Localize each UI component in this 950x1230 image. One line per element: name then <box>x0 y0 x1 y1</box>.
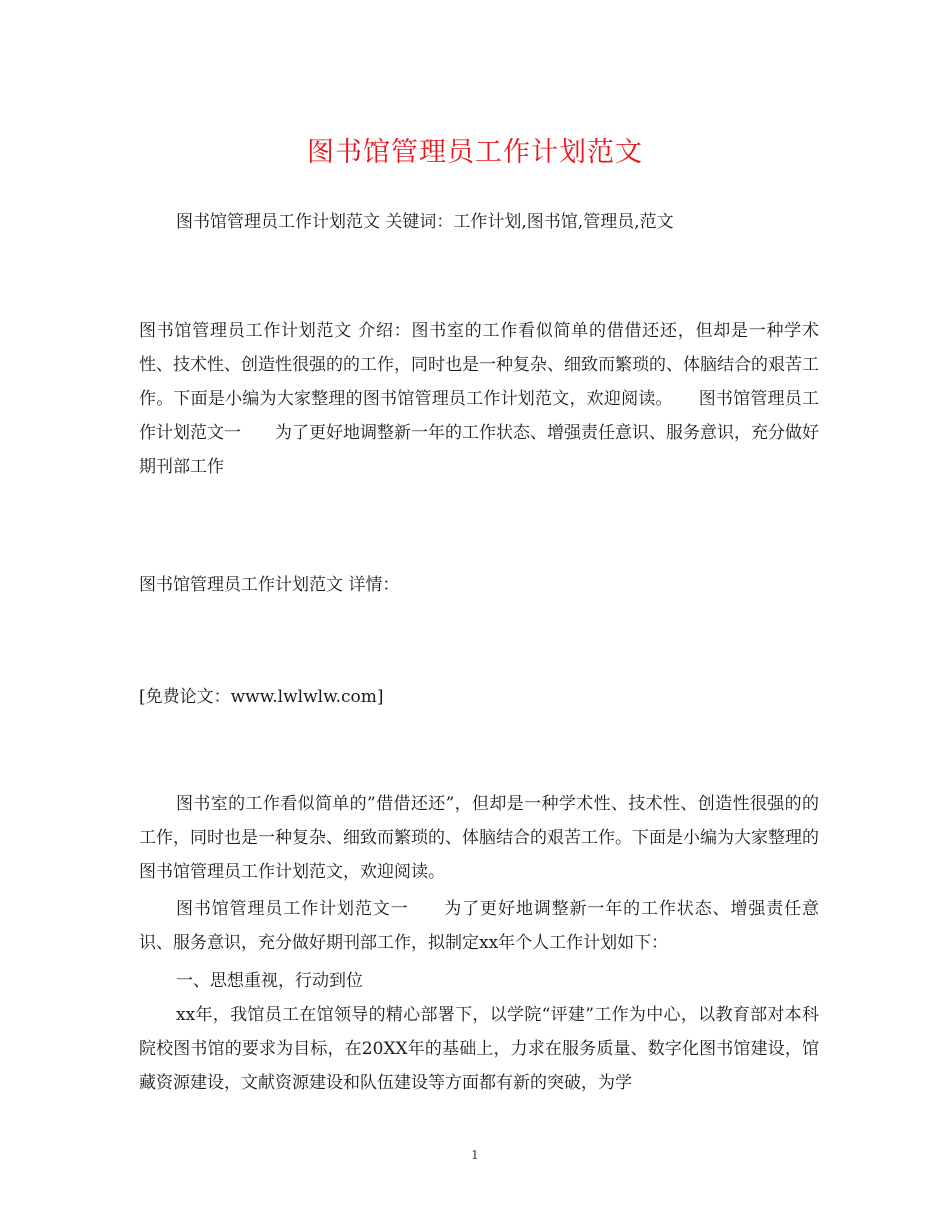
page-number: 1 <box>471 1148 479 1162</box>
body-paragraph: 图书馆管理员工作计划范文一 为了更好地调整新一年的工作状态、增强责任意识、服务意识，充分做好期刊部工作，拟制定xx年个人工作计划如下： <box>139 899 819 953</box>
keywords-line: 图书馆管理员工作计划范文 关键词：工作计划,图书馆,管理员,范文 <box>176 212 674 232</box>
intro-paragraph: 图书馆管理员工作计划范文 介绍：图书室的工作看似简单的借借还还，但却是一种学术性、技术性、创造性很强的的工作，同时也是一种复杂、细致而繁琐的、体脑结合的艰苦工作。下面是小编为大家整理的图书馆管理员工作计划范文，欢迎阅读。 图书馆管理员工作计划范文一 为了更好地调整新一年的工作状态、增强责任意识、服务意识，充分做好期刊部工作 <box>139 321 819 477</box>
detail-label: 图书馆管理员工作计划范文 详情： <box>139 575 400 595</box>
body-paragraph: xx年，我馆员工在馆领导的精心部署下，以学院“评建”工作为中心，以教育部对本科院校图书馆的要求为目标，在20XX年的基础上，力求在服务质量、数字化图书馆建设，馆藏资源建设，文献资源建设和队伍建设等方面都有新的突破，为学 <box>139 1005 819 1093</box>
section-heading: 一、思想重视，行动到位 <box>176 971 363 991</box>
document-title: 图书馆管理员工作计划范文 <box>307 137 643 168</box>
body-paragraph: 图书室的工作看似简单的”借借还还”，但却是一种学术性、技术性、创造性很强的的工作，同时也是一种复杂、细致而繁琐的、体脑结合的艰苦工作。下面是小编为大家整理的图书馆管理员工作计划范文，欢迎阅读。 <box>139 794 819 882</box>
free-thesis-link[interactable]: [免费论文：www.lwlwlw.com] <box>139 687 384 707</box>
